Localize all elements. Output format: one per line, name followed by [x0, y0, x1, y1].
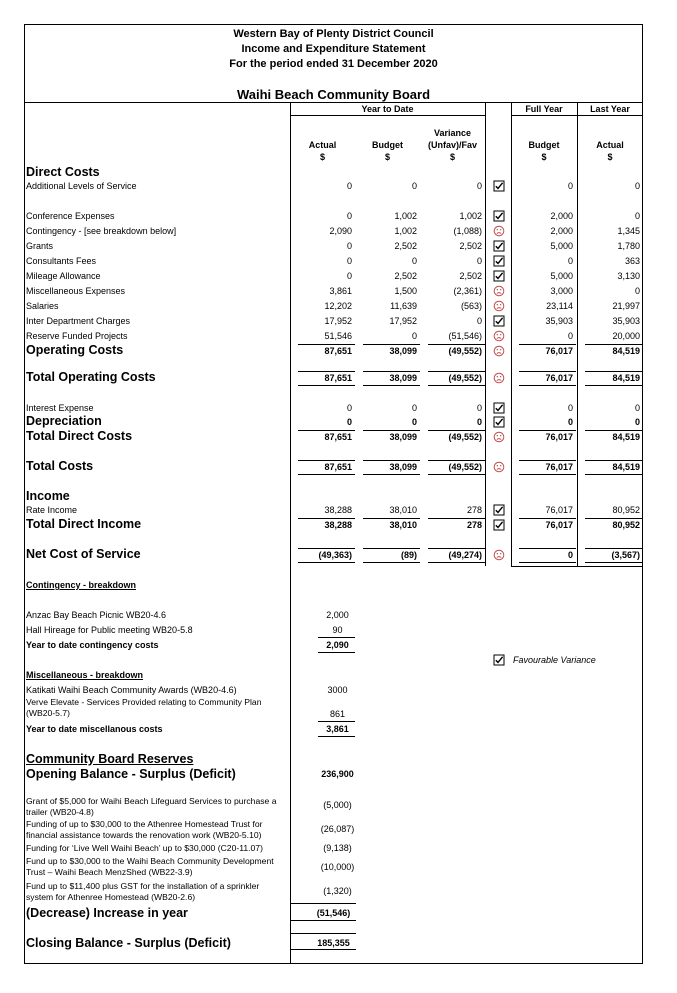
misc-title: Miscellaneous - breakdown: [26, 670, 144, 680]
row-label: Grants: [26, 241, 54, 251]
row-value-actual: 38,288: [324, 520, 352, 530]
total-line: [298, 371, 355, 372]
row-label: Conference Expenses: [26, 211, 115, 221]
reserves-item-value: (26,087): [320, 824, 355, 834]
col-variance-header-1: Variance: [433, 128, 472, 138]
row-label: Additional Levels of Service: [26, 181, 137, 191]
col-variance-header-2: (Unfav)/Fav: [427, 140, 477, 150]
row-value-ly-actual: 84,519: [612, 373, 640, 383]
col-ly-actual-header: Actual: [596, 140, 624, 150]
reserves-item: Funding of up to $30,000 to the Athenree Homestead Trust for financial assistance towards the renovation work (WB20-5.10): [26, 819, 263, 840]
total-underline: [585, 385, 643, 386]
row-label: Inter Department Charges: [26, 316, 131, 326]
total-line: [428, 518, 485, 519]
row-label: Depreciation: [26, 414, 102, 428]
col-variance-unit: $: [449, 152, 455, 162]
row-value-actual: (49,363): [318, 550, 352, 560]
row-value-fy-budget: 3,000: [550, 286, 573, 296]
frown-face-icon: [493, 225, 507, 237]
row-value-fy-budget: 35,903: [545, 316, 573, 326]
total-line: [298, 548, 355, 549]
row-value-variance: (2,361): [453, 286, 482, 296]
row-label: Mileage Allowance: [26, 271, 101, 281]
ytd-underline: [290, 115, 485, 116]
frown-face-icon: [493, 372, 507, 384]
row-value-ly-actual: 3,130: [617, 271, 640, 281]
misc-item-value: 3000: [327, 685, 348, 695]
misc-item: Verve Elevate - Services Provided relating to Community Plan (WB20-5.7): [26, 697, 262, 718]
row-value-budget: (89): [400, 550, 417, 560]
row-value-variance: 0: [476, 417, 482, 427]
col-actual-header: Actual: [308, 140, 337, 150]
row-value-budget: 1,002: [394, 226, 417, 236]
total-line: [298, 430, 355, 431]
total-underline: [363, 474, 420, 475]
reserves-item-value: (9,138): [323, 843, 352, 853]
col-budget-header: Budget: [372, 140, 403, 150]
row-value-fy-budget: 76,017: [545, 432, 573, 442]
misc-item-value: 861: [329, 709, 346, 719]
row-value-budget: 0: [411, 403, 417, 413]
legend-label: Favourable Variance: [513, 655, 596, 665]
col-ly-header: Last Year: [590, 104, 630, 114]
misc-total-underline: [318, 736, 355, 737]
row-label: Reserve Funded Projects: [26, 331, 128, 341]
checkbox-tick-icon: [493, 519, 507, 531]
total-underline: [428, 474, 485, 475]
total-line: [363, 344, 420, 345]
row-value-actual: 38,288: [324, 505, 352, 515]
total-line: [428, 371, 485, 372]
total-underline: [298, 474, 355, 475]
section-income: Income: [26, 489, 70, 503]
row-value-variance: (49,552): [448, 373, 482, 383]
row-value-variance: 278: [466, 505, 482, 515]
total-line: [363, 518, 420, 519]
total-underline: [298, 562, 355, 563]
row-value-variance: (51,546): [448, 331, 482, 341]
total-underline: [428, 562, 485, 563]
row-label: Consultants Fees: [26, 256, 97, 266]
row-value-actual: 0: [346, 256, 352, 266]
row-label: Operating Costs: [26, 343, 124, 357]
row-value-budget: 2,502: [394, 241, 417, 251]
row-value-actual: 87,651: [324, 346, 352, 356]
reserves-opening-label: Opening Balance - Surplus (Deficit): [26, 767, 236, 781]
contingency-item-value: 90: [332, 625, 343, 635]
row-label: Interest Expense: [26, 403, 94, 413]
total-line: [363, 460, 420, 461]
row-value-ly-actual: 1,345: [617, 226, 640, 236]
reserves-item: Grant of $5,000 for Waihi Beach Lifeguard Services to purchase a trailer (WB20-4.8): [26, 796, 277, 817]
row-value-ly-actual: 1,780: [617, 241, 640, 251]
reserves-closing-value: 185,355: [317, 938, 350, 948]
total-underline: [298, 385, 355, 386]
total-line: [298, 344, 355, 345]
contingency-total-label: Year to date contingency costs: [26, 640, 159, 650]
reserves-item-value: (1,320): [323, 886, 352, 896]
frown-face-icon: [493, 285, 507, 297]
row-value-actual: 87,651: [324, 432, 352, 442]
contingency-total-value: 2,090: [326, 640, 349, 650]
row-value-ly-actual: 0: [634, 211, 640, 221]
reserves-change-topline: [290, 903, 356, 904]
row-label: Rate Income: [26, 505, 78, 515]
col-ly-unit: $: [607, 152, 613, 162]
reserves-change-label: (Decrease) Increase in year: [26, 906, 188, 920]
row-value-fy-budget: 2,000: [550, 211, 573, 221]
row-value-ly-actual: 0: [634, 286, 640, 296]
row-value-variance: (563): [460, 301, 482, 311]
checkbox-tick-icon: [493, 240, 507, 252]
row-value-actual: 0: [346, 417, 352, 427]
reserves-title: Community Board Reserves: [26, 752, 194, 766]
row-value-fy-budget: 0: [567, 403, 573, 413]
row-value-budget: 1,500: [394, 286, 417, 296]
row-value-fy-budget: 5,000: [550, 241, 573, 251]
row-value-actual: 0: [346, 211, 352, 221]
row-value-budget: 38,099: [389, 346, 417, 356]
total-line: [298, 518, 355, 519]
reserves-opening-value: 236,900: [321, 769, 354, 779]
total-underline: [585, 474, 643, 475]
checkbox-tick-icon: [493, 416, 507, 428]
row-value-variance: 2,502: [459, 241, 482, 251]
row-label: Miscellaneous Expenses: [26, 286, 126, 296]
total-line: [519, 371, 576, 372]
row-value-fy-budget: 76,017: [545, 520, 573, 530]
row-value-ly-actual: 84,519: [612, 432, 640, 442]
total-underline: [428, 385, 485, 386]
header-council: Western Bay of Plenty District Council: [233, 28, 434, 40]
row-value-budget: 38,010: [389, 505, 417, 515]
row-value-variance: (49,274): [448, 550, 482, 560]
frown-face-icon: [493, 345, 507, 357]
total-underline: [519, 562, 576, 563]
col-divider-icon-left: [485, 102, 486, 566]
checkbox-tick-icon: [493, 210, 507, 222]
total-line: [585, 430, 643, 431]
row-value-actual: 17,952: [324, 316, 352, 326]
total-underline: [519, 474, 576, 475]
row-value-fy-budget: 0: [567, 331, 573, 341]
contingency-total-line: [318, 637, 355, 638]
contingency-item: Anzac Bay Beach Picnic WB20-4.6: [26, 610, 167, 620]
frown-face-icon: [493, 330, 507, 342]
row-value-variance: 278: [466, 520, 482, 530]
total-underline: [363, 562, 420, 563]
row-value-actual: 51,546: [324, 331, 352, 341]
row-label: Salaries: [26, 301, 59, 311]
row-value-ly-actual: 363: [624, 256, 640, 266]
row-value-variance: (49,552): [448, 432, 482, 442]
col-fy-header: Full Year: [525, 104, 563, 114]
row-value-variance: 2,502: [459, 271, 482, 281]
col-ytd-header: Year to Date: [361, 104, 414, 114]
row-value-ly-actual: 21,997: [612, 301, 640, 311]
reserves-closing-topline: [290, 933, 356, 934]
row-value-budget: 2,502: [394, 271, 417, 281]
header-board: Waihi Beach Community Board: [236, 87, 431, 102]
row-value-actual: 2,090: [329, 226, 352, 236]
row-value-actual: 87,651: [324, 462, 352, 472]
frown-face-icon: [493, 461, 507, 473]
row-value-fy-budget: 5,000: [550, 271, 573, 281]
row-value-actual: 0: [346, 241, 352, 251]
row-value-budget: 0: [411, 181, 417, 191]
total-line: [363, 371, 420, 372]
total-underline: [363, 385, 420, 386]
total-line: [363, 548, 420, 549]
row-value-fy-budget: 76,017: [545, 505, 573, 515]
row-label: Contingency - [see breakdown below]: [26, 226, 177, 236]
total-line: [519, 548, 576, 549]
checkbox-tick-icon: [493, 255, 507, 267]
row-value-ly-actual: 84,519: [612, 462, 640, 472]
fy-underline: [511, 115, 643, 116]
contingency-total-underline: [318, 652, 355, 653]
total-line: [585, 548, 643, 549]
row-value-ly-actual: (3,567): [611, 550, 640, 560]
row-value-ly-actual: 20,000: [612, 331, 640, 341]
row-value-actual: 0: [346, 181, 352, 191]
reserves-closing-underline: [290, 949, 356, 950]
row-label: Total Direct Costs: [26, 429, 133, 443]
total-line: [585, 518, 643, 519]
row-value-fy-budget: 0: [567, 256, 573, 266]
row-label: Total Operating Costs: [26, 370, 156, 384]
row-value-budget: 11,639: [390, 301, 417, 311]
total-line: [428, 344, 485, 345]
row-value-variance: 0: [476, 256, 482, 266]
checkbox-tick-icon: [493, 180, 507, 192]
total-line: [428, 460, 485, 461]
row-value-ly-actual: 0: [634, 417, 640, 427]
misc-item: Katikati Waihi Beach Community Awards (WB20-4.6): [26, 685, 237, 695]
misc-total-value: 3,861: [326, 724, 349, 734]
reserves-change-underline: [290, 920, 356, 921]
row-value-fy-budget: 23,114: [546, 301, 573, 311]
row-value-fy-budget: 76,017: [545, 346, 573, 356]
total-line: [519, 430, 576, 431]
row-value-fy-budget: 2,000: [550, 226, 573, 236]
row-value-variance: 0: [476, 181, 482, 191]
row-value-actual: 0: [346, 403, 352, 413]
reserves-item-value: (10,000): [320, 862, 355, 872]
reserves-closing-label: Closing Balance - Surplus (Deficit): [26, 936, 231, 950]
total-line: [298, 460, 355, 461]
total-line: [585, 371, 643, 372]
row-value-variance: 0: [476, 316, 482, 326]
frown-face-icon: [493, 300, 507, 312]
total-underline: [519, 385, 576, 386]
reserves-item: Fund up to $11,400 plus GST for the installation of a sprinkler system for Athenree Homestead (WB20-2.6): [26, 881, 260, 902]
row-value-fy-budget: 0: [567, 417, 573, 427]
row-value-fy-budget: 76,017: [545, 373, 573, 383]
total-underline: [585, 562, 643, 563]
title-divider: [24, 102, 643, 103]
section-direct-costs: Direct Costs: [26, 165, 100, 179]
row-value-budget: 38,010: [389, 520, 417, 530]
row-value-actual: 87,651: [324, 373, 352, 383]
row-value-ly-actual: 80,952: [612, 520, 640, 530]
row-value-budget: 17,952: [389, 316, 417, 326]
row-value-budget: 0: [411, 331, 417, 341]
frown-face-icon: [493, 431, 507, 443]
total-line: [428, 430, 485, 431]
checkbox-tick-icon: [493, 270, 507, 282]
contingency-item-value: 2,000: [326, 610, 349, 620]
row-value-ly-actual: 0: [634, 181, 640, 191]
misc-total-line: [318, 721, 355, 722]
row-value-ly-actual: 84,519: [612, 346, 640, 356]
contingency-title: Contingency - breakdown: [26, 580, 137, 590]
reserves-item: Funding for ‘Live Well Waihi Beach’ up to $30,000 (C20-11.07): [26, 843, 263, 853]
misc-total-label: Year to date miscellanous costs: [26, 724, 163, 734]
row-value-budget: 0: [411, 256, 417, 266]
col-fy-budget-header: Budget: [528, 140, 560, 150]
row-value-ly-actual: 80,952: [612, 505, 640, 515]
row-label: Total Costs: [26, 459, 94, 473]
reserves-change-value: (51,546): [316, 908, 351, 918]
contingency-item: Hall Hireage for Public meeting WB20-5.8: [26, 625, 193, 635]
row-label: Net Cost of Service: [26, 547, 141, 561]
col-actual-unit: $: [319, 152, 325, 162]
row-value-variance: (49,552): [448, 462, 482, 472]
row-value-fy-budget: 0: [567, 550, 573, 560]
row-value-actual: 0: [346, 271, 352, 281]
total-line: [585, 460, 643, 461]
row-value-ly-actual: 0: [634, 403, 640, 413]
row-value-variance: 1,002: [459, 211, 482, 221]
row-value-budget: 38,099: [389, 373, 417, 383]
header-period: For the period ended 31 December 2020: [229, 58, 438, 70]
table-bottom-line: [511, 566, 643, 567]
checkbox-tick-icon: [493, 315, 507, 327]
col-fy-unit: $: [541, 152, 547, 162]
row-value-actual: 12,202: [324, 301, 352, 311]
col-budget-unit: $: [384, 152, 390, 162]
frown-face-icon: [493, 549, 507, 561]
total-line: [519, 344, 576, 345]
total-line: [363, 430, 420, 431]
row-value-fy-budget: 0: [567, 181, 573, 191]
total-line: [519, 460, 576, 461]
row-value-budget: 38,099: [389, 432, 417, 442]
total-line: [585, 344, 643, 345]
row-value-budget: 38,099: [389, 462, 417, 472]
row-value-fy-budget: 76,017: [545, 462, 573, 472]
row-value-variance: 0: [476, 403, 482, 413]
row-value-variance: (49,552): [448, 346, 482, 356]
row-value-ly-actual: 35,903: [612, 316, 640, 326]
total-line: [519, 518, 576, 519]
checkbox-tick-icon: [493, 402, 507, 414]
row-value-variance: (1,088): [453, 226, 482, 236]
row-value-budget: 1,002: [394, 211, 417, 221]
row-label: Total Direct Income: [26, 517, 142, 531]
total-line: [428, 548, 485, 549]
row-value-budget: 0: [411, 417, 417, 427]
reserves-item-value: (5,000): [323, 800, 352, 810]
header-statement: Income and Expenditure Statement: [241, 43, 426, 55]
checkbox-tick-icon: [493, 504, 507, 516]
row-value-actual: 3,861: [329, 286, 352, 296]
reserves-item: Fund up to $30,000 to the Waihi Beach Community Development Trust – Waihi Beach MenzShed (WB22-3.9): [26, 856, 274, 877]
checkbox-tick-icon: [493, 654, 507, 666]
